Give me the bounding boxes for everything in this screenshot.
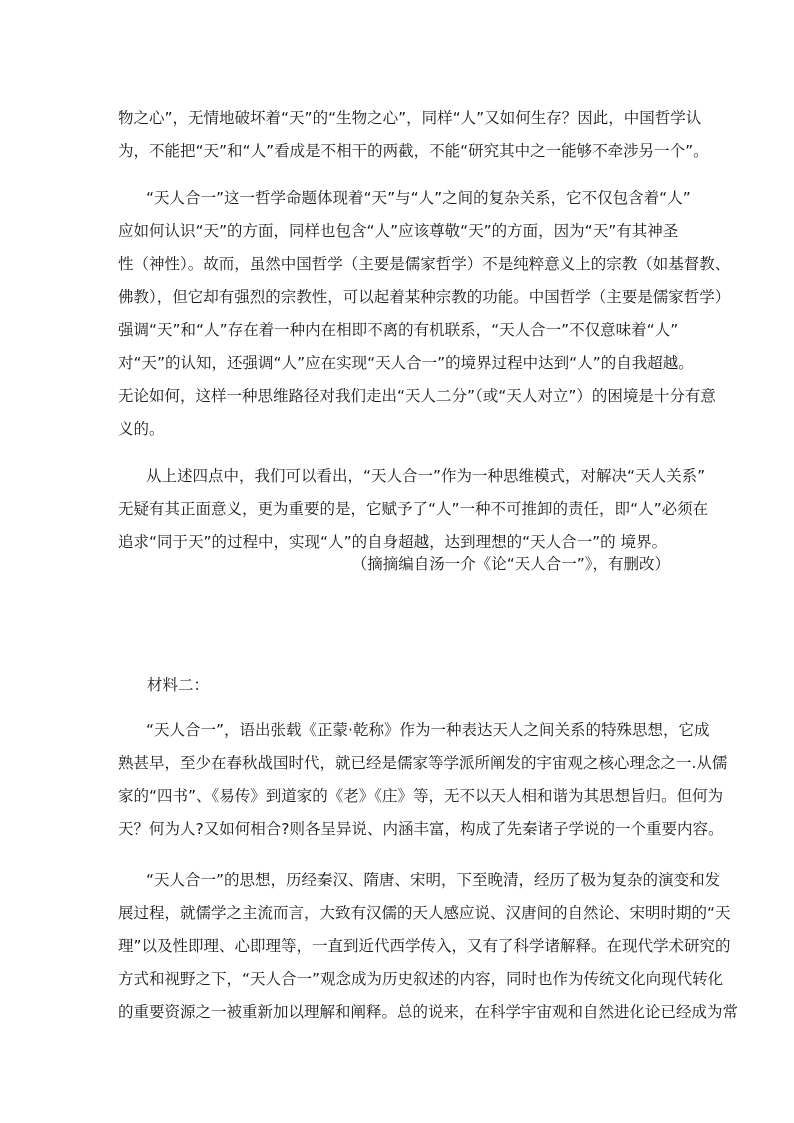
text-line: “天人合一”，语出张载《正蒙·乾称》作为一种表达天人之间关系的特殊思想，它成	[146, 721, 710, 739]
paragraph-5	[118, 864, 739, 1029]
text-line: 应如何认识“天”的方面，同样也包含“人”应该尊敬“天”的方面，因为“天”有其神圣	[118, 222, 679, 240]
text-line: 方式和视野之下，“天人合一”观念成为历史叙述的内容，同时也作为传统文化向现代转化	[118, 970, 724, 988]
text-line: 性（神性）。故而，虽然中国哲学（主要是儒家哲学）不是纯粹意义上的宗教（如基督教、	[118, 255, 731, 273]
text-line: “天人合一”的思想，历经秦汉、隋唐、宋明，下至晚清，经历了极为复杂的演变和发	[146, 871, 721, 889]
text-line: 强调“天”和“人”存在着一种内在相即不离的有机联系，“天人合一”不仅意味着“人”	[118, 321, 679, 339]
text-line: 无疑有其正面意义，更为重要的是，它赋予了“人”一种不可推卸的责任，即“人”必须在	[118, 500, 709, 518]
text-line: “天人合一”这一哲学命题体现着“天”与“人”之间的复杂关系，它不仅包含着“人”	[146, 189, 691, 207]
text-line: 熟甚早，至少在春秋战国时代，就已经是儒家等学派所阐发的宇宙观之核心理念之一.从儒	[118, 754, 728, 772]
source-citation: （摘摘编自汤一介《论“天人合一”》，有删改）	[351, 555, 670, 573]
text-line: 从上述四点中，我们可以看出，“天人合一”作为一种思维模式，对解决“天人关系”	[146, 467, 706, 485]
text-line: 佛教），但它却有强烈的宗教性，可以起着某种宗教的功能。中国哲学（主要是儒家哲学）	[118, 288, 731, 306]
text-line: 对“天”的认知，还强调“人”应在实现“天人合一”的境界过程中达到“人”的自我超越。	[118, 354, 694, 372]
paragraph-3	[118, 460, 709, 559]
text-line: 的重要资源之一被重新加以理解和阐释。总的说来，在科学宇宙观和自然进化论已经成为常	[118, 1003, 739, 1021]
text-line: 物之心”，无情地破坏着“天”的“生物之心”，同样“人”又如何生存？因此，中国哲学认	[118, 109, 702, 127]
text-line: 家的“四书”、《易传》到道家的《老》《庄》等，无不以天人相和谐为其思想旨归。但何为	[118, 787, 724, 805]
paragraph-1	[118, 102, 709, 168]
paragraph-4	[118, 714, 728, 846]
text-line: 追求“同于天”的过程中，实现“人”的自身超越，达到理想的“天人合一”的 境界。	[118, 533, 668, 551]
text-line: 为，不能把“天”和“人”看成是不相干的两截，不能“研究其中之一能够不牵涉另一个”。	[118, 142, 709, 160]
section-heading: 材料二：	[147, 676, 210, 694]
text-line: 展过程，就儒学之主流而言，大致有汉儒的天人感应说、汉唐间的自然论、宋明时期的“天	[118, 904, 731, 922]
text-line: 义的。	[118, 420, 165, 438]
text-line: 理”以及性即理、心即理等，一直到近代西学传入，又有了科学诸解释。在现代学术研究的	[118, 937, 731, 955]
paragraph-2	[118, 182, 731, 446]
text-line: 天？何为人?又如何相合?则各呈异说、内涵丰富，构成了先秦诸子学说的一个重要内容。	[118, 820, 724, 838]
text-line: 无论如何，这样一种思维路径对我们走出“天人二分”（或“天人对立”）的困境是十分有意	[118, 387, 716, 405]
